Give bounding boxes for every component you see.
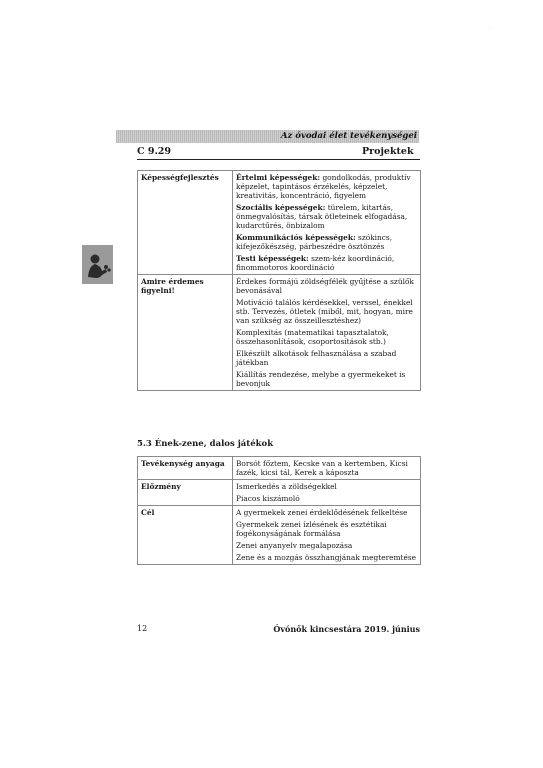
row-label: Cél xyxy=(138,506,233,565)
section-heading: 5.3 Ének-zene, dalos játékok xyxy=(137,439,274,449)
row-label: Amire érdemes figyelni! xyxy=(138,275,233,391)
list-item: Piacos kiszámoló xyxy=(236,494,300,503)
row-content xyxy=(233,506,421,565)
table-row xyxy=(138,171,421,275)
item-text: szókincs, kifejezőkészség, párbeszédre ösztönzés xyxy=(236,233,393,251)
item-heading: Kommunikációs képességek: xyxy=(236,233,356,242)
row-label: Tevékenység anyaga xyxy=(138,457,233,480)
footer-title: Óvónők kincsestára 2019. június xyxy=(273,624,420,634)
item-heading: Értelmi képességek: xyxy=(236,173,321,182)
row-content xyxy=(233,275,421,391)
table-row xyxy=(138,275,421,391)
table-row xyxy=(138,506,421,565)
list-item: A gyermekek zenei érdeklődésének felkeltése xyxy=(236,508,408,517)
list-item: Motiváció találós kérdésekkel, verssel, énekkel stb. Tervezés, ötletek (miből, mit, hogyan, mire van szükség az összeillesztéshez) xyxy=(236,298,413,325)
corner-mark: · xyxy=(490,26,492,32)
row-content xyxy=(233,457,421,480)
header-band xyxy=(116,130,419,143)
list-item xyxy=(236,203,417,230)
item-heading: Szociális képességek: xyxy=(236,203,326,212)
list-item: Komplexitás (matematikai tapasztalatok, összehasonlítások, csoportosítások stb.) xyxy=(236,328,389,346)
music-table xyxy=(137,456,421,565)
row-content xyxy=(233,480,421,506)
section-code: C 9.29 xyxy=(137,146,172,157)
row-content xyxy=(233,171,421,275)
item-text: gondolkodás, produktív képzelet, tapintásos érzékelés, képzelet, kreativitás, koncentráció, figyelem xyxy=(236,173,411,200)
band-title: Az óvodai élet tevékenységei xyxy=(280,131,417,141)
table-row xyxy=(138,480,421,506)
list-item: Borsót főztem, Kecske van a kertemben, Kicsi fazék, kicsi tál, Kerek a káposzta xyxy=(236,459,408,477)
list-item: Érdekes formájú zöldségfélék gyűjtése a szülők bevonásával xyxy=(236,277,414,295)
header-rule xyxy=(137,159,420,160)
list-item: Elkészült alkotások felhasználása a szabad játékban xyxy=(236,349,397,367)
list-item: Zenei anyanyelv megalapozása xyxy=(236,541,353,550)
list-item xyxy=(236,173,417,200)
row-label: Képességfejlesztés xyxy=(138,171,233,275)
list-item: Ismerkedés a zöldségekkel xyxy=(236,482,337,491)
skills-table xyxy=(137,170,421,391)
page-number: 12 xyxy=(137,624,148,633)
list-item xyxy=(236,233,417,251)
row-label: Előzmény xyxy=(138,480,233,506)
list-item: Zene és a mozgás összhangjának megteremtése xyxy=(236,553,417,562)
section-label: Projektek xyxy=(362,146,414,157)
item-heading: Testi képességek: xyxy=(236,254,309,263)
child-pictogram-icon xyxy=(82,245,113,284)
item-text: türelem, kitartás, önmegvalósítás, társak ötleteinek elfogadása, kudarctűrés, önbizalom xyxy=(236,203,408,230)
item-text: szem-kéz koordináció, finommotoros koordináció xyxy=(236,254,395,272)
list-item: Kiállítás rendezése, melybe a gyermekeket is bevonjuk xyxy=(236,370,406,388)
table-row xyxy=(138,457,421,480)
list-item xyxy=(236,254,417,272)
list-item: Gyermekek zenei ízlésének és esztétikai fogékonyságának formálása xyxy=(236,520,387,538)
